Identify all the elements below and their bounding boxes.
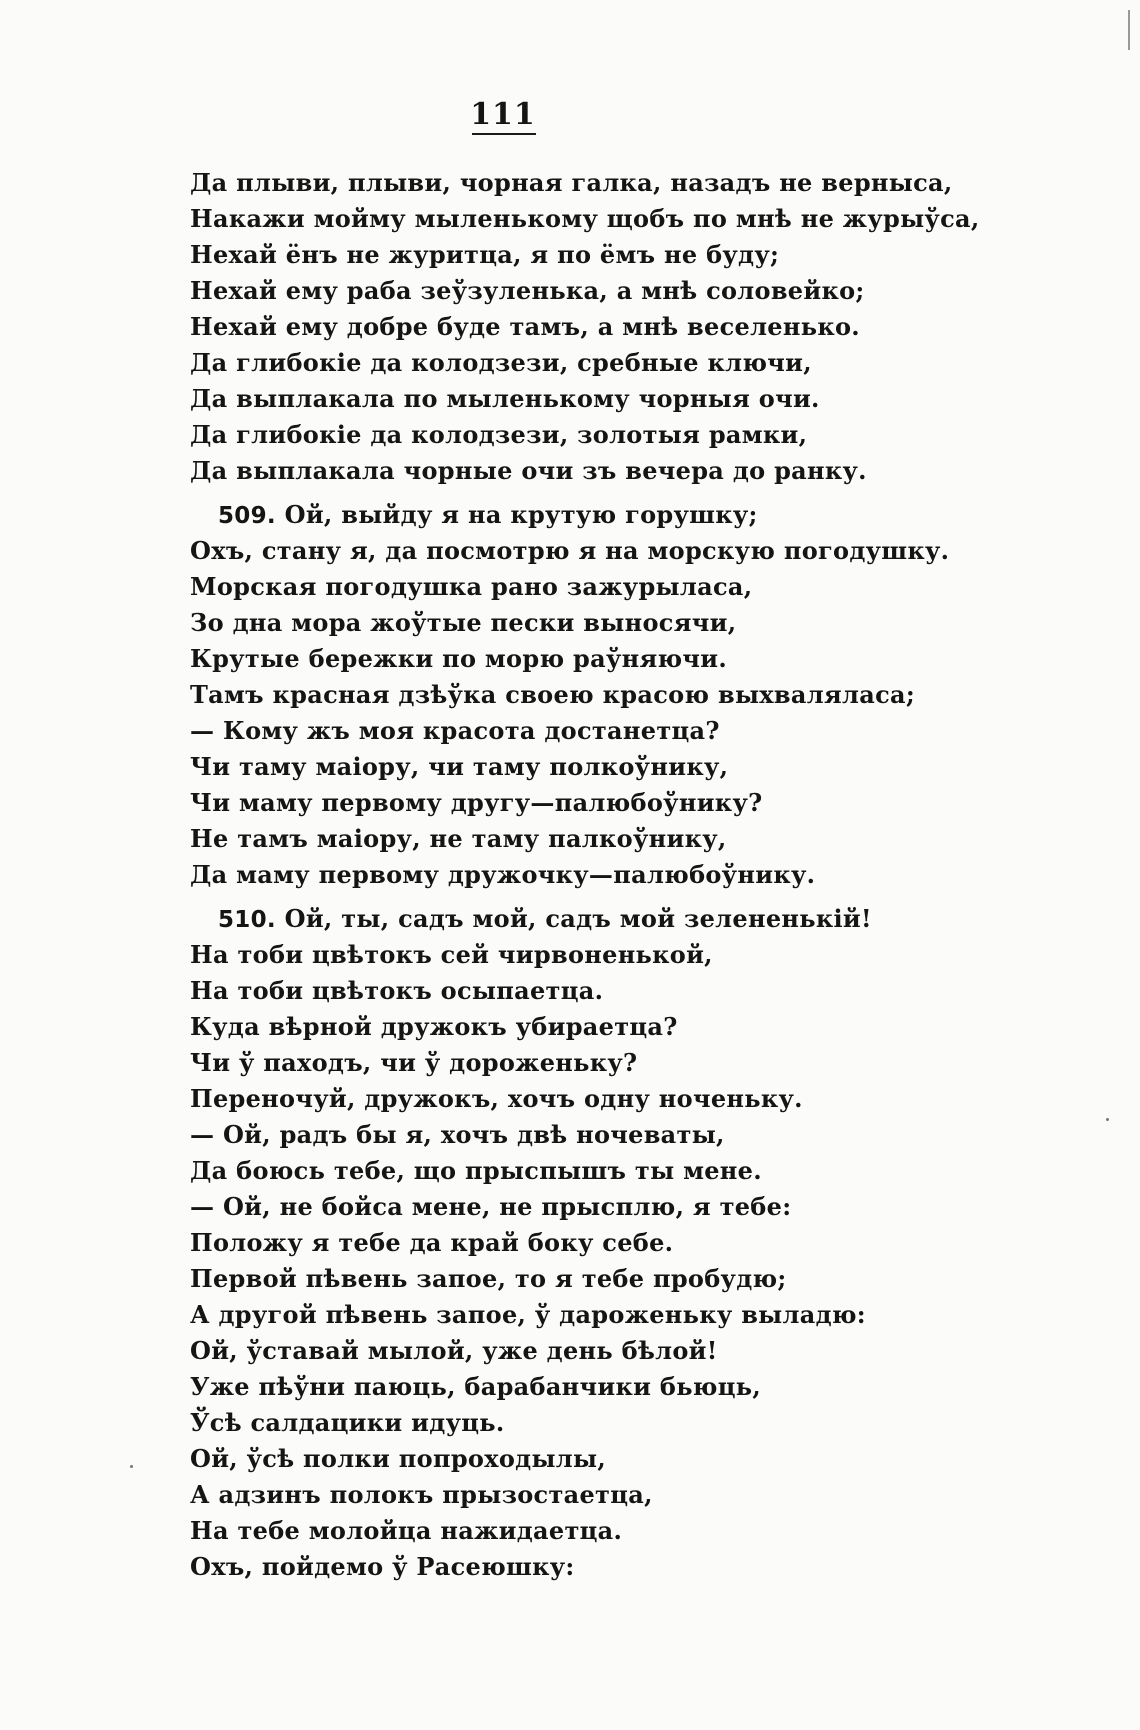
page-number-rule [472, 133, 536, 135]
song-510 [190, 901, 1050, 1585]
verse-line: Да глибокіе да колодзези, золотыя рамки, [190, 420, 808, 449]
verse-line: Нехай ёнъ не журитца, я по ёмъ не буду; [190, 240, 780, 269]
verse-line: А адзинъ полокъ прызостаетца, [190, 1480, 653, 1509]
verse-line: Ой, ўсѣ полки попроходылы, [190, 1444, 607, 1473]
verse-line: Нехай ему раба зеўзуленька, а мнѣ соловейко; [190, 276, 865, 305]
verse-line: Ўсѣ салдацики идуць. [190, 1408, 505, 1437]
verse-line: Не тамъ маіору, не таму палкоўнику, [190, 824, 727, 853]
continuation-verse [190, 165, 1050, 489]
verse-line: — Ой, радъ бы я, хочъ двѣ ночеваты, [190, 1120, 725, 1149]
verse-line: Тамъ красная дзѣўка своею красою выхваляласа; [190, 680, 915, 709]
print-speck [1106, 1118, 1109, 1121]
song-509 [190, 497, 1050, 893]
page-edge-mark [1128, 10, 1130, 50]
verse-line: Куда вѣрной дружокъ убираетца? [190, 1012, 678, 1041]
verse-line: Ой, ты, садъ мой, садъ мой зелененькій! [284, 904, 872, 933]
song-number: 509. [218, 503, 276, 529]
verse-line: Охъ, пойдемо ў Расеюшку: [190, 1552, 575, 1581]
verse-line: Положу я тебе да край боку себе. [190, 1228, 674, 1257]
verse-line: На тоби цвѣтокъ сей чирвоненькой, [190, 940, 713, 969]
verse-line: Зо дна мора жоўтые пески выносячи, [190, 608, 737, 637]
verse-line: — Кому жъ моя красота достанетца? [190, 716, 720, 745]
song-first-line [190, 497, 1050, 533]
verse-line: Да выплакала чорные очи зъ вечера до ранку. [190, 456, 867, 485]
verse-line: Ой, ўставай мылой, уже день бѣлой! [190, 1336, 718, 1365]
verse-line: Ой, выйду я на крутую горушку; [284, 500, 758, 529]
verse-line: Первой пѣвень запое, то я тебе пробудю; [190, 1264, 787, 1293]
verse-line: Да глибокіе да колодзези, сребные ключи, [190, 348, 812, 377]
page-text [190, 165, 1050, 1585]
verse-line: Морская погодушка рано зажурылаcа, [190, 572, 753, 601]
verse-line: Да плыви, плыви, чорная галка, назадъ не верныса, [190, 168, 953, 197]
song-number: 510. [218, 907, 276, 933]
verse-line: На тоби цвѣтокъ осыпаетца. [190, 976, 604, 1005]
verse-line: Да выплакала по мыленькому чорныя очи. [190, 384, 820, 413]
verse-line: Чи маму первому другу—палюбоўнику? [190, 788, 763, 817]
verse-line: Да боюсь тебе, що прыспышъ ты мене. [190, 1156, 762, 1185]
verse-line: На тебе молойца нажидаетца. [190, 1516, 623, 1545]
verse-line: — Ой, не бойса мене, не прысплю, я тебе: [190, 1192, 792, 1221]
verse-line: Да маму первому дружочку—палюбоўнику. [190, 860, 816, 889]
verse-line: Чи ў паходъ, чи ў дороженьку? [190, 1048, 638, 1077]
verse-line: Охъ, стану я, да посмотрю я на морскую погодушку. [190, 536, 950, 565]
print-speck [130, 1465, 133, 1468]
page-number: 111 [470, 97, 536, 132]
verse-line: А другой пѣвень запое, ў дароженьку выладю: [190, 1300, 866, 1329]
verse-line: Уже пѣўни паюць, барабанчики бьюць, [190, 1372, 761, 1401]
verse-line: Крутые бережки по морю раўняючи. [190, 644, 728, 673]
verse-line: Чи таму маіору, чи таму полкоўнику, [190, 752, 729, 781]
verse-line: Нехай ему добре буде тамъ, а мнѣ веселенько. [190, 312, 860, 341]
song-first-line [190, 901, 1050, 937]
verse-line: Переночуй, дружокъ, хочъ одну ноченьку. [190, 1084, 803, 1113]
verse-line: Накажи мойму мыленькому щобъ по мнѣ не журыўса, [190, 204, 980, 233]
